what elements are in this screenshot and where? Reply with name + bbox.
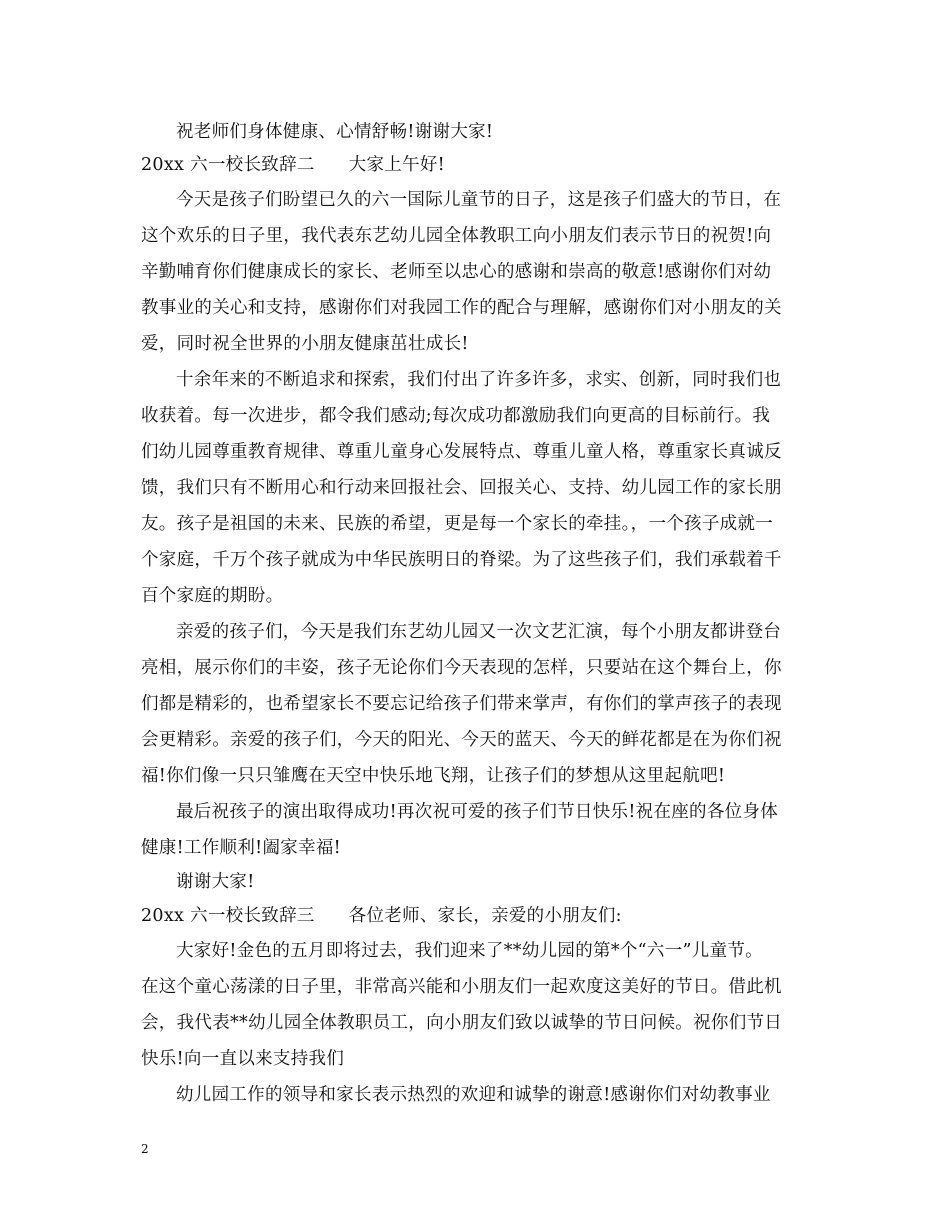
section-heading [141,906,821,926]
section-greeting: 各位老师、家长，亲爱的小朋友们: [348,906,622,926]
paragraph-line: 幼儿园工作的领导和家长表示热烈的欢迎和诚挚的谢意!感谢你们对幼教事业 [176,1085,771,1105]
paragraph-line: 教事业的关心和支持，感谢你们对我园工作的配合与理解，感谢你们对小朋友的关 [141,298,782,318]
paragraph-line: 友。孩子是祖国的未来、民族的希望，更是每一个家长的牵挂。，一个孩子成就一 [141,514,774,534]
paragraph-line: 在这个童心荡漾的日子里，非常高兴能和小朋友们一起欢度这美好的节日。借此机 [141,977,782,997]
paragraph-line: 这个欢乐的日子里，我代表东艺幼儿园全体教职工向小朋友们表示节日的祝贺!向 [141,226,772,246]
paragraph-line: 百个家庭的期盼。 [141,586,284,606]
paragraph-line: 辛勤哺育你们健康成长的家长、老师至以忠心的感谢和崇高的敬意!感谢你们对幼 [141,262,772,282]
page-number: 2 [141,1142,149,1156]
paragraph-line: 个家庭，千万个孩子就成为中华民族明日的脊梁。为了这些孩子们，我们承载着千 [141,550,782,570]
paragraph-line: 十余年来的不断追求和探索，我们付出了许多许多，求实、创新，同时我们也 [176,370,782,390]
section-heading [141,155,821,175]
paragraph-line: 快乐!向一直以来支持我们 [141,1049,345,1069]
paragraph-line: 福!你们像一只只雏鹰在天空中快乐地飞翔，让孩子们的梦想从这里起航吧! [141,766,726,786]
paragraph-line: 们幼儿园尊重教育规律、尊重儿童身心发展特点、尊重儿童人格，尊重家长真诚反 [141,442,782,462]
paragraph-line: 会，我代表**幼儿园全体教职员工，向小朋友们致以诚挚的节日问候。祝你们节日 [141,1013,783,1033]
paragraph-line: 会更精彩。亲爱的孩子们，今天的阳光、今天的蓝天、今天的鲜花都是在为你们祝 [141,730,782,750]
paragraph-line: 健康!工作顺利!阖家幸福! [141,838,341,858]
paragraph-line: 祝老师们身体健康、心情舒畅!谢谢大家! [176,122,494,142]
paragraph-line: 们都是精彩的，也希望家长不要忘记给孩子们带来掌声，有你们的掌声孩子的表现 [141,694,782,714]
paragraph-line: 收获着。每一次进步，都令我们感动;每次成功都激励我们向更高的目标前行。我 [141,406,771,426]
paragraph-line: 谢谢大家! [176,872,255,892]
paragraph-line: 亮相，展示你们的丰姿，孩子无论你们今天表现的怎样，只要站在这个舞台上，你 [141,658,782,678]
paragraph-line: 亲爱的孩子们，今天是我们东艺幼儿园又一次文艺汇演，每个小朋友都讲登台 [176,622,782,642]
section-title: 20xx 六一校长致辞二 [141,155,315,175]
paragraph-line: 今天是孩子们盼望已久的六一国际儿童节的日子，这是孩子们盛大的节日，在 [176,190,782,210]
paragraph-line: 爱，同时祝全世界的小朋友健康茁壮成长! [141,334,469,354]
paragraph-line: 最后祝孩子的演出取得成功!再次祝可爱的孩子们节日快乐!祝在座的各位身体 [176,802,779,822]
section-title: 20xx 六一校长致辞三 [141,906,315,926]
paragraph-line: 馈，我们只有不断用心和行动来回报社会、回报关心、支持、幼儿园工作的家长朋 [141,478,782,498]
section-greeting: 大家上午好! [348,155,446,175]
paragraph-line: 大家好!金色的五月即将过去，我们迎来了**幼儿园的第*个“六一”儿童节。 [176,941,763,961]
